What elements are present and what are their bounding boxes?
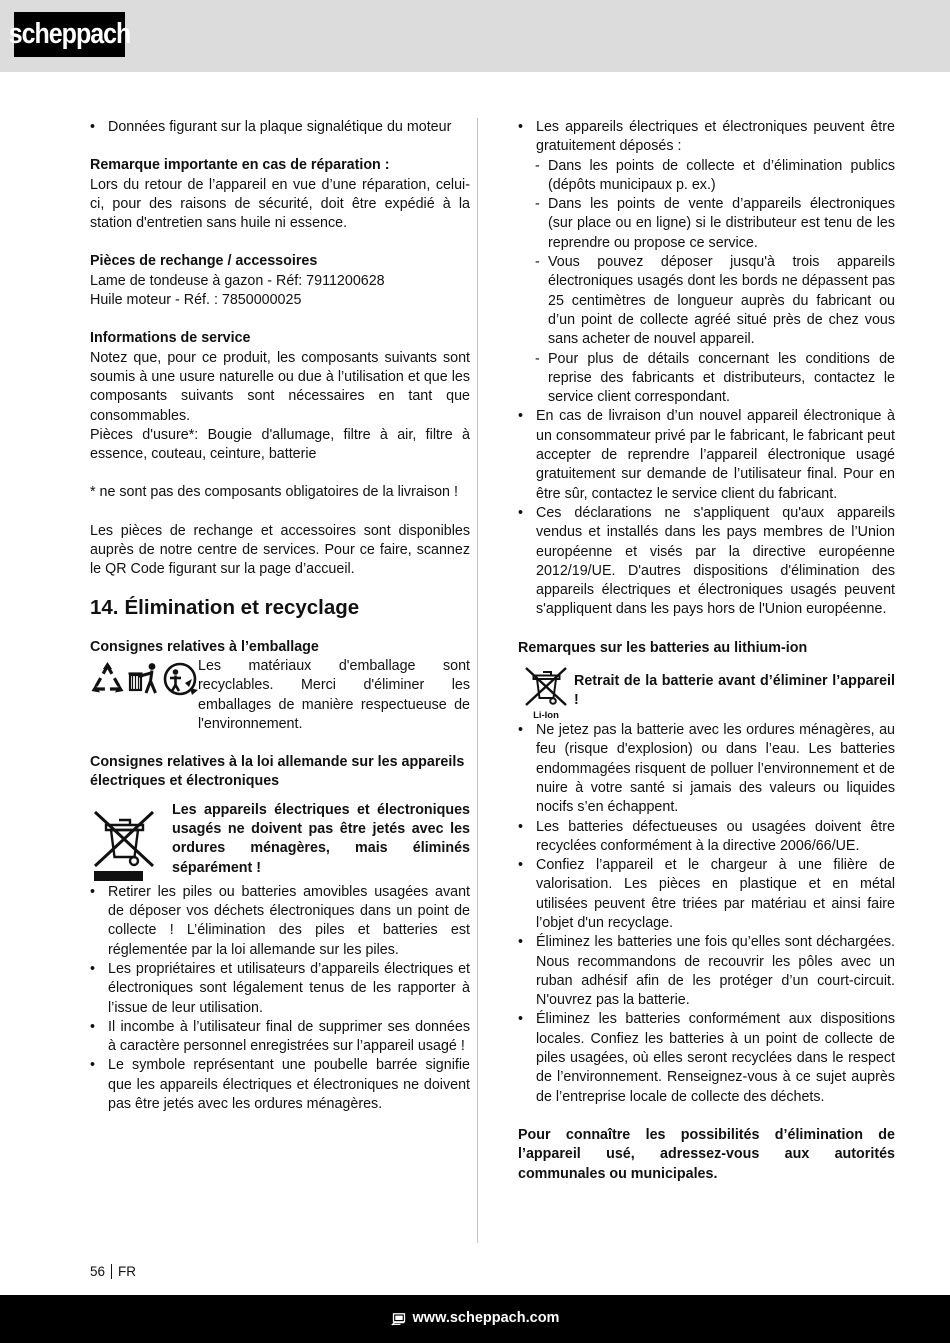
bullet-text: Le symbole représentant une poubelle barrée signifie que les appareils électriques et électroniques ne doivent pas être jetés avec les ordures ménagères.	[108, 1057, 470, 1112]
qr-code-paragraph: Les pièces de rechange et accessoires sont disponibles auprès de notre centre de services. Pour ce faire, scannez le QR Code figurant sur la page d’accueil.	[90, 522, 470, 578]
bullet-marker: •	[518, 408, 524, 425]
closing-bold-paragraph: Pour connaître les possibilités d’élimination de l’appareil usé, adressez-vous aux autorités communales ou municipales.	[518, 1126, 895, 1182]
right-column	[518, 118, 895, 1243]
battery-removal-note	[518, 662, 895, 721]
bullet-marker: •	[518, 504, 524, 521]
section-title	[90, 595, 470, 621]
bullet-marker: •	[518, 119, 524, 135]
li-ion-crossed-bin-icon	[518, 662, 574, 721]
footnote-paragraph: * ne sont pas des composants obligatoires de la livraison !	[90, 484, 458, 501]
tidy-man-icon	[127, 662, 161, 696]
list-item	[90, 118, 470, 137]
list-item	[535, 157, 895, 196]
bullet-marker: •	[518, 857, 524, 874]
packaging-heading: Consignes relatives à l’emballage	[90, 638, 319, 655]
bullet-marker: •	[518, 818, 524, 835]
repair-paragraph: Lors du retour de l’appareil en vue d’une réparation, celui-ci, pour des raisons de sécurité, doit être expédié à la station d'entretien sans huile ni essence.	[90, 176, 470, 232]
bullet-text: Confiez l’appareil et le chargeur à une filière de valorisation. Les pièces en plastique et en métal utilisées peuvent être triées par matériau et ainsi faire l’objet d'un recyclage.	[536, 857, 895, 931]
list-item	[535, 350, 895, 408]
column-divider	[477, 118, 478, 1243]
dash-text: Dans les points de vente d’appareils électroniques (sur place ou en ligne) si le distributeur est tenu de les reprendre ou propose ce service.	[548, 196, 895, 251]
list-item	[518, 818, 895, 857]
weee-bold-text: Les appareils électriques et électroniques usagés ne doivent pas être jetés avec les ordures ménagères, mais éliminés séparément !	[172, 801, 470, 876]
list-item	[535, 195, 895, 253]
bullet-marker: •	[90, 960, 96, 977]
list-item	[518, 118, 895, 157]
dash-marker: -	[535, 196, 540, 213]
list-item	[90, 1056, 470, 1114]
section-number: 14.	[90, 595, 119, 619]
page-number-separator	[111, 1264, 112, 1279]
list-item	[518, 856, 895, 933]
bullet-marker: •	[90, 1018, 96, 1035]
computer-icon	[391, 1313, 406, 1326]
list-item	[518, 1010, 895, 1106]
dash-text: Pour plus de détails concernant les conditions de reprise des fabricants et distributeurs, contactez le service client correspondant.	[548, 350, 895, 406]
repair-heading: Remarque importante en cas de réparation :	[90, 157, 390, 174]
bullet-text: Ces déclarations ne s'appliquent qu'aux appareils vendus et installés dans les pays membres de l’Union européenne et visés par la directive européenne 2012/19/UE. D'autres dispositions d'élimination des appareils électriques et électroniques usagés peuvent s'appliquent dans les pays hors de l'Union européenne.	[536, 504, 895, 618]
battery-removal-bold-text: Retrait de la batterie avant d’éliminer l’appareil !	[574, 673, 895, 709]
weee-note	[90, 801, 470, 883]
bullet-marker: •	[518, 934, 524, 951]
packaging-icons	[90, 657, 198, 697]
triman-icon	[163, 661, 200, 697]
bullet-marker: •	[518, 722, 524, 739]
language-tag: FR	[118, 1264, 137, 1279]
footer-bar	[0, 1295, 950, 1343]
left-column	[90, 118, 470, 1243]
bullet-text: Les batteries défectueuses ou usagées doivent être recyclées conformément à la directive 2006/66/UE.	[536, 818, 895, 854]
service-paragraph-2: Pièces d'usure*: Bougie d'allumage, filtre à air, filtre à essence, couteau, ceinture, batterie	[90, 426, 470, 463]
header-band	[0, 0, 950, 72]
lithium-battery-heading: Remarques sur les batteries au lithium-ion	[518, 639, 808, 656]
bullet-text: Les propriétaires et utilisateurs d’appareils électriques et électroniques sont légalement tenus de les rapporter à l’issue de leur utilisation.	[108, 960, 470, 1016]
logo-text: scheppach	[8, 17, 131, 50]
list-item	[535, 253, 895, 349]
weee-crossed-bin-icon	[90, 801, 172, 883]
bullet-marker: •	[90, 119, 96, 135]
dash-text: Vous pouvez déposer jusqu'à trois appareils électroniques usagés dont les bords ne dépassent pas 25 centimètres de longueur auprès du fabricant ou d’un point de collecte agréé situé près de chez vous sans acheter de nouvel appareil.	[548, 254, 895, 348]
list-item	[90, 960, 470, 1018]
spare-parts-heading: Pièces de rechange / accessoires	[90, 253, 318, 270]
bullet-text: Éliminez les batteries conformément aux dispositions locales. Confiez les batteries à un point de collecte de piles usagées, où elles seront recyclées dans le respect de l’environnement. Renseignez-vous à ce sujet auprès de l’entreprise locale de collecte des déchets.	[536, 1011, 895, 1105]
list-item	[90, 1018, 470, 1057]
dash-marker: -	[535, 157, 540, 174]
list-item	[90, 883, 470, 960]
bullet-text: En cas de livraison d’un nouvel appareil électronique à un consommateur privé par le fabricant, le fabricant peut accepter de reprendre l’appareil électronique usagé gratuitement sur demande de l’utilisateur final. Pour en être sûr, contactez le service client du fabricant.	[536, 408, 895, 502]
bullet-text: Les appareils électriques et électroniques peuvent être gratuitement déposés :	[536, 119, 895, 155]
scheppach-logo	[8, 12, 131, 57]
spare-line-oil: Huile moteur - Réf. : 7850000025	[90, 292, 302, 309]
dash-marker: -	[535, 254, 540, 271]
bullet-marker: •	[90, 1057, 96, 1074]
recycle-triangle-icon	[90, 662, 125, 695]
packaging-note	[90, 657, 470, 734]
bullet-marker: •	[90, 883, 96, 900]
footer-url: www.scheppach.com	[412, 1310, 560, 1327]
bullet-text: Retirer les piles ou batteries amovibles usagées avant de déposer vos déchets électroniques dans un point de collecte ! L’élimination des piles et batteries est réglementée par la loi allemande sur les piles.	[108, 883, 470, 958]
list-item	[518, 721, 895, 817]
page-number-value: 56	[90, 1264, 106, 1279]
bullet-text: Ne jetez pas la batterie avec les ordures ménagères, au feu (risque d'explosion) ou dans l’eau. Les batteries endommagées risquent de polluer l’environnement et de nuire à votre santé si jamais des valeurs ou liquides nocifs s’en échappent.	[536, 722, 895, 816]
electronics-law-heading: Consignes relatives à la loi allemande sur les appareils électriques et électroniques	[90, 754, 465, 790]
bullet-marker: •	[518, 1011, 524, 1028]
service-info-heading: Informations de service	[90, 330, 251, 347]
list-item	[518, 933, 895, 1010]
spare-line-blade: Lame de tondeuse à gazon - Réf: 7911200628	[90, 272, 385, 289]
bullet-text: Il incombe à l’utilisateur final de supprimer ses données à caractère personnel enregistrées sur l’appareil usagé !	[108, 1018, 470, 1055]
section-title-text: Élimination et recyclage	[124, 595, 360, 619]
service-paragraph-1: Notez que, pour ce produit, les composants suivants sont soumis à une usure naturelle ou due à l’utilisation et que les composants suivants sont nécessaires en tant que consommables.	[90, 349, 470, 424]
dash-marker: -	[535, 350, 540, 367]
dash-text: Dans les points de collecte et d’élimination publics (dépôts municipaux p. ex.)	[548, 157, 895, 193]
page-number	[90, 1262, 136, 1281]
list-item	[518, 504, 895, 620]
bullet-text: Éliminez les batteries une fois qu’elles sont déchargées. Nous recommandons de recouvrir les pôles avec un ruban adhésif afin de les protéger d’un court-circuit. N'ouvrez pas la batterie.	[536, 934, 895, 1009]
page-content	[0, 118, 950, 1243]
li-ion-label: Li-Ion	[533, 710, 559, 722]
bullet-text: Données figurant sur la plaque signalétique du moteur	[108, 119, 452, 135]
packaging-text: Les matériaux d'emballage sont recyclables. Merci d'éliminer les emballages de manière respectueuse de l'environnement.	[198, 657, 470, 732]
list-item	[518, 407, 895, 503]
